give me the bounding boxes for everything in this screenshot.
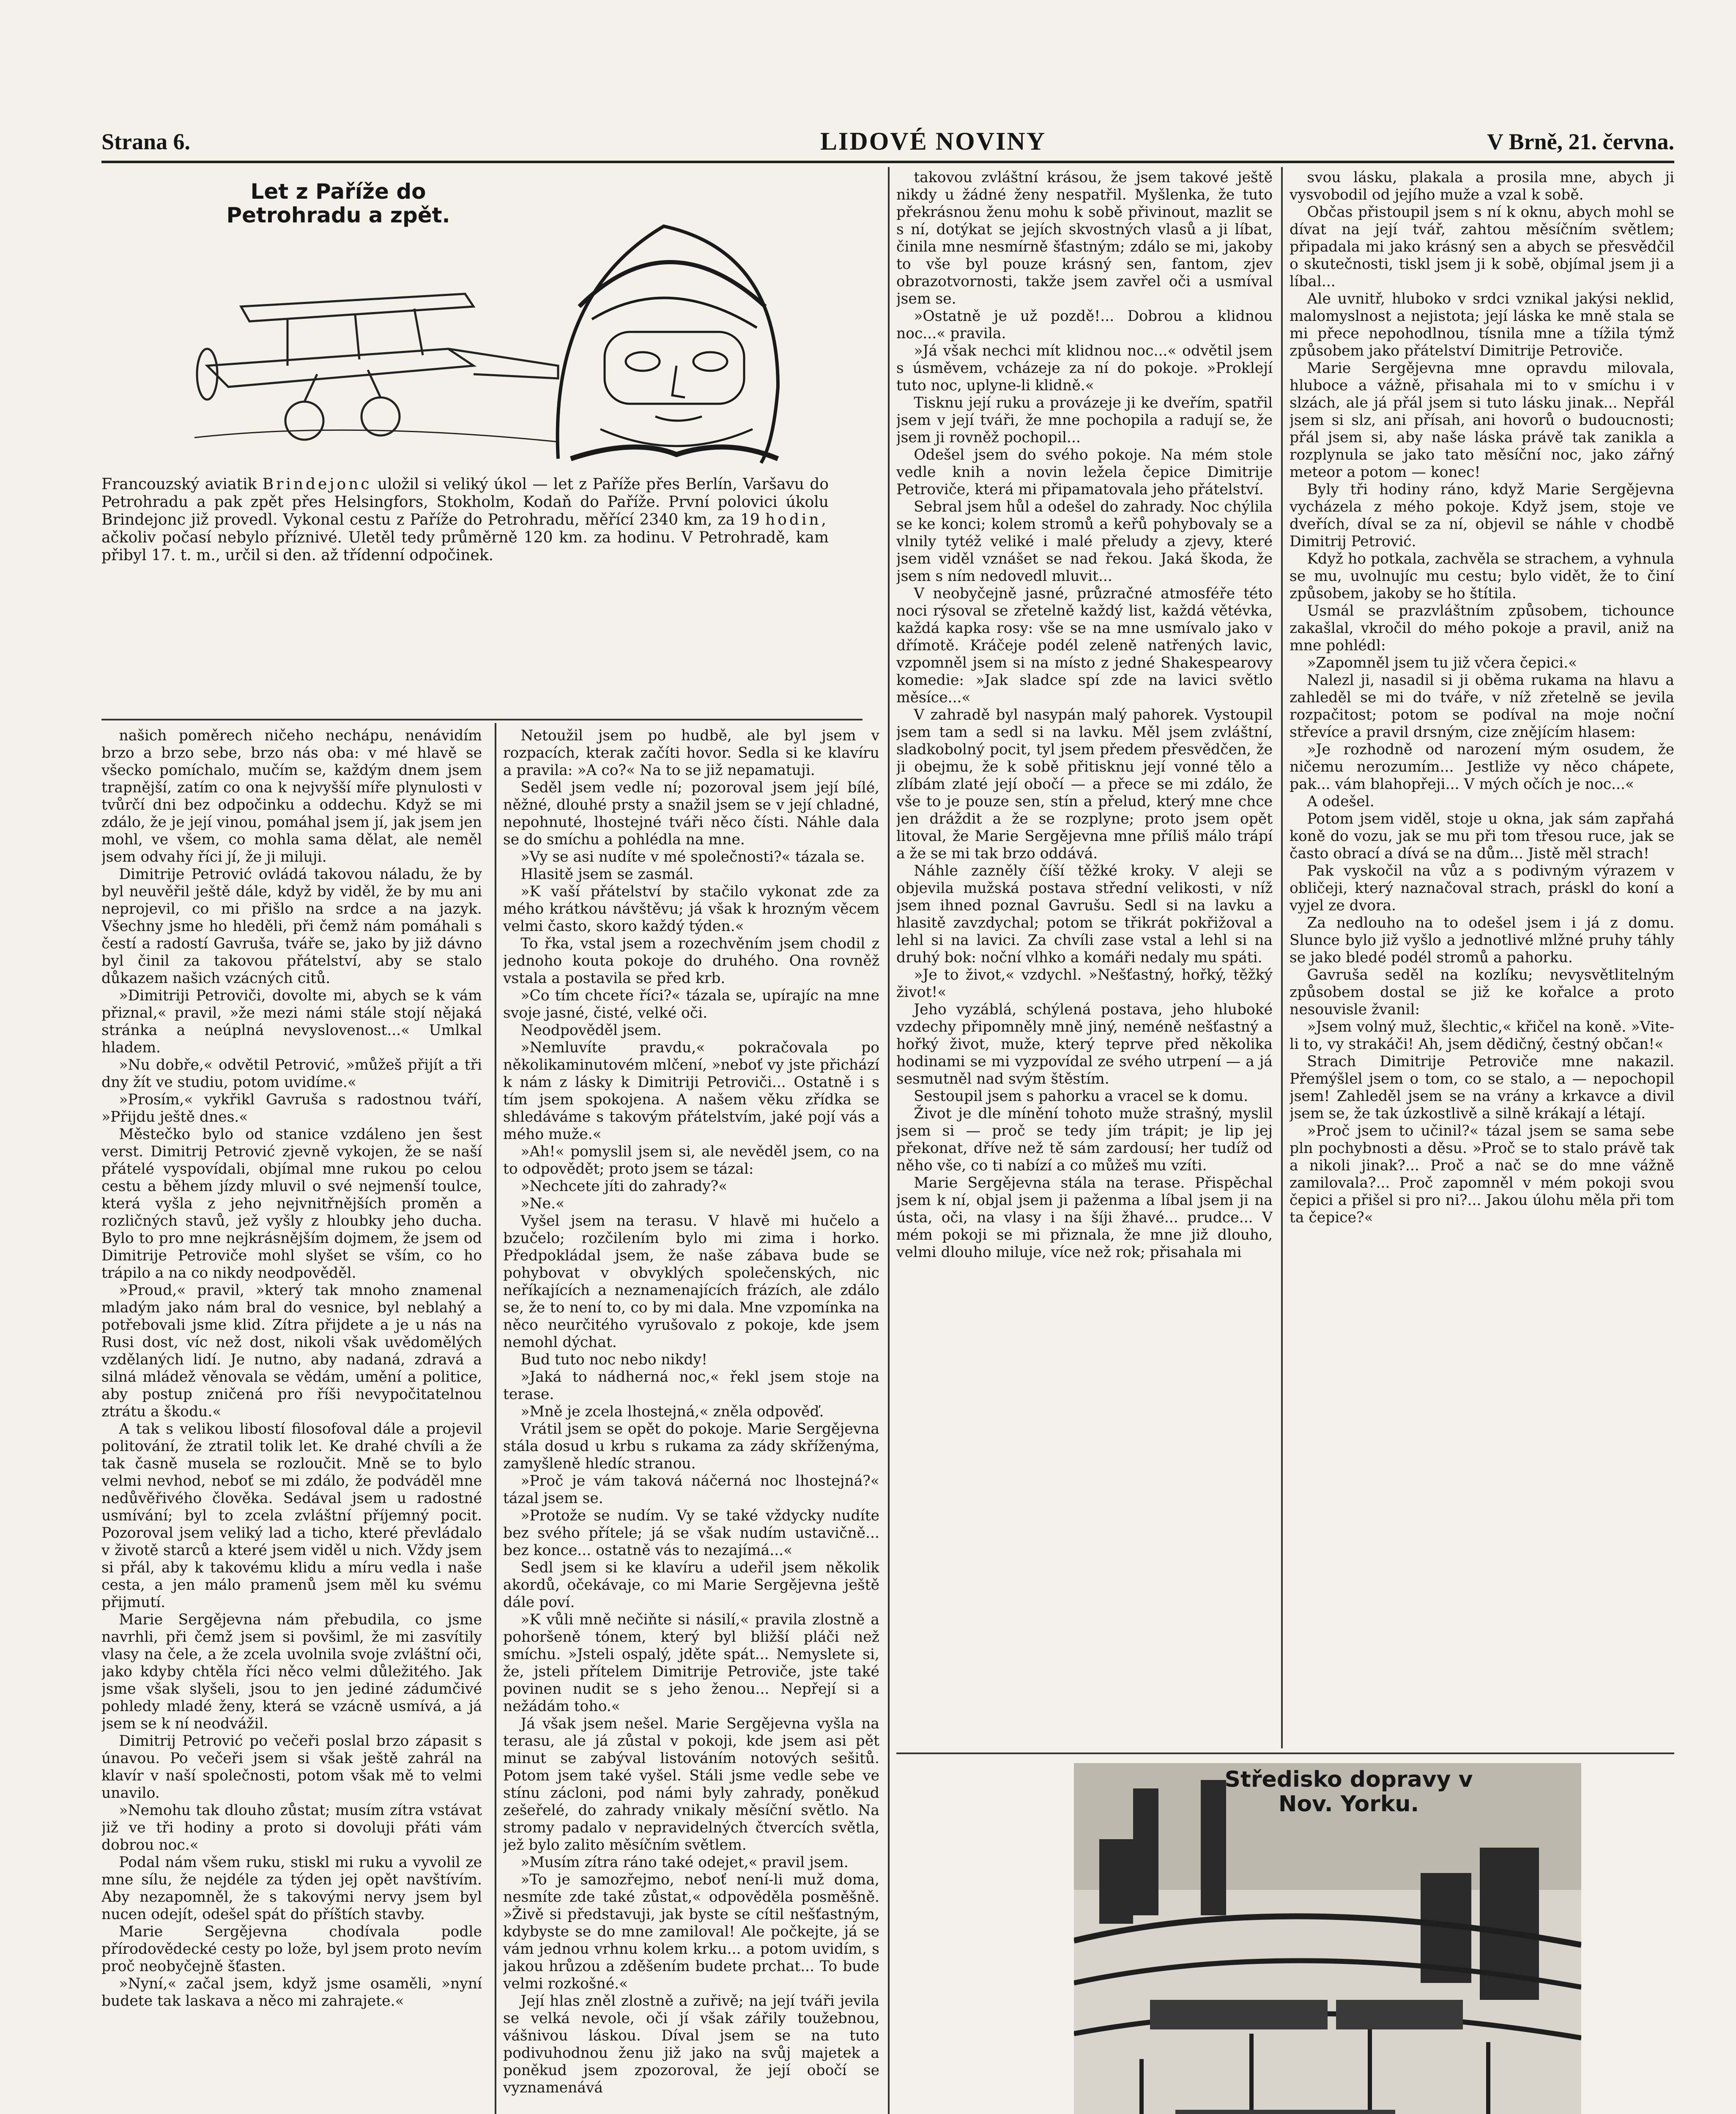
story-paragraph: »Ne.«: [520, 1195, 565, 1212]
story-paragraph: Vyšel jsem na terasu. V hlavě mi hučelo a bzučelo; rozčilením bylo mi zima i horko. Předpokládal jsem, že naše zábava bude se pohybovat v obvyklých společenských, nic neříkajících a neznamenajících frázích, ale zdálo se, že to není to, co by mi dala. Mne vzpomínka na něco neurčitého vyrušovalo z pokoje, kde jsem nemohl dýchat.: [503, 1213, 879, 1351]
story-paragraph: Já však jsem nešel. Marie Sergějevna vyšla na terasu, ale já zůstal v pokoji, kde jsem asi pět minut se zabýval listováním notových sešitů. Potom jsem také vyšel. Stáli jsme vedle sebe ve stínu zácloni, pod námi byly zahrady, poněkud zešeřelé, do zahrady vnikaly měsíční světlo. Na stromy padalo v nepravidelných čtvercích světla, jež bylo zalito měsíčním světlem.: [503, 1715, 879, 1854]
story-paragraph: »Nechcete jíti do zahrady?«: [520, 1178, 728, 1195]
story-paragraph: »Já však nechci mít klidnou noc...« odvětil jsem s úsměvem, vcházeje za ní do pokoje. »Proklejí tuto noc, uplyne-li klidně.«: [896, 342, 1273, 394]
story-paragraph: Marie Sergějevna mne opravdu milovala, hluboce a vážně, přisahala mi to v smíchu i v slzách, ale já přál jsem si tuto lásku jinak... Nepřál jsem si slz, ani přísah, ani hovorů o budoucnosti; přál jsem si, aby naše láska právě tak zanikla a rozplynula se jako tato měsíční noc, jako zářný meteor a potom — konec!: [1290, 360, 1674, 481]
page-number: Strana 6.: [101, 129, 191, 154]
caption-body: uložil si veliký úkol — let z Paříže přes Berlín, Varšavu do Petrohradu a pak zpět přes Helsingfors, Stokholm, Kodaň do Paříže. První polovici úkolu Brindejonc již provedl. Vykonal cestu z Paříže do Petrohradu, měřící 2340 km, za 19: [101, 476, 829, 528]
story-paragraph: »Zapomněl jsem tu již včera čepici.«: [1307, 654, 1577, 671]
story-paragraph: »Nyní,« začal jsem, když jsme osaměli, »nyní budete tak laskava a něco mi zahrajete.«: [101, 1975, 482, 2010]
story-paragraph: Hlasitě jsem se zasmál.: [520, 866, 694, 883]
story-paragraph: svou lásku, plakala a prosila mne, abych ji vysvobodil od jejího muže a vzal k sobě.: [1290, 169, 1674, 203]
story-paragraph: »K vaší přátelství by stačilo vykonat zde za mého krátkou návštěvu; já však k hrozným věcem velmi často, skoro každý týden.«: [503, 883, 879, 935]
story-paragraph: V zahradě byl nasypán malý pahorek. Vystoupil jsem tam a sedl si na lavku. Měl jsem zvláštní, sladkobolný pocit, tyl jsem předem přesvědčen, že ji obejmu, že k sobě přitisknu její vonné tělo a zlíbám zlaté její obočí — a přece se mi zdálo, že vše to je pouze sen, stín a přelud, který mne chce jen dráždit a že se rozplyne; proto jsem opět litoval, že Marie Sergějevna mne příliš málo trápí a že se mi tak brzo oddává.: [896, 706, 1273, 862]
story-paragraph: »Nu dobře,« odvětil Petrović, »můžeš přijít a tři dny žít ve studiu, potom uvidíme.«: [101, 1057, 482, 1091]
story-paragraph: »Ah!« pomyslil jsem si, ale nevěděl jsem, co na to odpovědět; proto jsem se tázal:: [503, 1143, 879, 1177]
story-column-3: [896, 169, 1273, 1746]
story-paragraph: V neobyčejně jasné, průzračné atmosféře této noci rýsoval se zřetelně každý list, každá větévka, každá kapka rosy: vše se na mne usmívalo jako v dřímotě. Kráčeje podél zeleně natřených lavic, vzpomněl jsem si na místo z jedné Shakespearovy komedie: »Jak sladce spí zde na lavici světlo měsíce...«: [896, 585, 1273, 706]
feature-caption: [101, 476, 829, 564]
story-paragraph: »Je rozhodně od narození mým osudem, že ničemu nerozumím... Jestliže vy něco chápete, pak... vám blahopřeji... V mých očích je noc...«: [1290, 741, 1674, 793]
story-paragraph: Sestoupil jsem s pahorku a vracel se k domu.: [914, 1088, 1249, 1105]
masthead: [101, 127, 1674, 163]
story-paragraph: Náhle zazněly číší těžké kroky. V aleji se objevila mužská postava střední velikosti, v níž jsem ihned poznal Gavrušu. Sedl si na lavku a hlasitě zavzdychal; potom se třikrát pokřižoval a lehl si na lavici. Za chvíli zase vstal a lehl si na druhý bok: noční vlhko a komáři nedaly mu spáti.: [896, 863, 1273, 966]
story-paragraph: »Jsem volný muž, šlechtic,« křičel na koně. »Vite-li to, vy strakáči! Ah, jsem dědičný, čestný občan!«: [1290, 1019, 1674, 1053]
story-paragraph: Dimitrije Petrović ovládá takovou náladu, že by byl neuvěřil ještě dále, když by viděl, že by mu ani neprojevil, co mi přišlo na srdce a na jazyk. Všechny jsme ho hleděli, při čemž nám pomáhali s čestí a radostí Gavruša, tváře se, jako by již dávno byl činil za takovou přátelství, aby se stalo důkazem našich vzácných citů.: [101, 866, 482, 987]
story-paragraph: Ale uvnitř, hluboko v srdci vznikal jakýsi neklid, malomyslnost a nejistota; její láska ke mně stala se mi přece nepohodlnou, tísnila mne a tížila týmž způsobem jako přátelství Dimitrije Petroviče.: [1290, 290, 1674, 359]
feature-flight: [101, 167, 829, 708]
story-paragraph: A odešel.: [1307, 793, 1375, 810]
story-paragraph: Tisknu její ruku a provázeje ji ke dveřím, spatřil jsem v její tváři, že mne pochopila a radují se, že jsem ji rovněž pochopil...: [896, 394, 1273, 446]
feature-title: Let z Paříže do Petrohradu a zpět.: [226, 179, 450, 227]
story-column-2: [503, 727, 879, 2114]
story-column-4: [1290, 169, 1674, 1746]
story-paragraph: »Proč jsem to učinil?« tázal jsem se sama sebe pln pochybnosti a děsu. »Proč se to stalo právě tak a nikoli jinak?... Proč a nač se do mne vážně zamilovala?... Proč zapomněl v mém pokoji svou čepici a přišel si pro ni?... Jakou úlohu měla při tom ta čepice?«: [1290, 1123, 1674, 1226]
story-paragraph: »Jaká to nádherná noc,« řekl jsem stoje na terase.: [503, 1369, 879, 1403]
column-rule: [1281, 167, 1283, 1748]
column-rule: [888, 167, 890, 2114]
story-paragraph: Neodpověděl jsem.: [520, 1022, 662, 1039]
story-paragraph: Občas přistoupil jsem s ní k oknu, abych mohl se dívat na její tvář, zahtou měsíčním světlem; připadala mi jako krásný sen a abych se přesvědčil o skutečnosti, tiskl jsem ji k sobě, objímal jsem ji a líbal...: [1290, 204, 1674, 290]
story-paragraph: »Dimitriji Petroviči, dovolte mi, abych se k vám přiznal,« pravil, »že mezi námi stále stojí nějaká stránka a neúplná nevyslovenost...« Umlkal hladem.: [101, 987, 482, 1056]
story-paragraph: Netoužil jsem po hudbě, ale byl jsem v rozpacích, kterak začíti hovor. Sedla si ke klavíru a pravila: »A co?« Na to se již nepamatuji.: [503, 727, 879, 779]
nyc-title: Středisko dopravy v Nov. Yorku.: [1224, 1767, 1473, 1817]
story-paragraph: Seděl jsem vedle ní; pozoroval jsem její bílé, něžné, dlouhé prsty a snažil jsem se v její chladné, nepohnuté, lhostejné tváři něco čísti. Náhle dala se do smíchu a pohlédla na mne.: [503, 779, 879, 848]
newspaper-page: [101, 127, 1674, 2114]
story-paragraph: »Ostatně je už pozdě!... Dobrou a klidnou noc...« pravila.: [896, 308, 1273, 342]
story-paragraph: Marie Sergějevna nám přebudila, co jsme navrhli, při čemž jsem si povšiml, že mi zasvítily vlasy na čele, a že zcela uvolnila svoje zvláštní oči, jako kdyby chtěla říci něco velmi důležitého. Jak jsme však slyšeli, jsou to jen jediné zádumčivé pohledy mladé ženy, která se vzácně usmívá, a já jsem se k ní neodvážil.: [101, 1611, 482, 1732]
story-paragraph: Strach Dimitrije Petroviče mne nakazil. Přemýšlel jsem o tom, co se stalo, a — nepochopil jsem! Zahleděl jsem se na vrány a krkavce a divil jsem se, že tak úzkostlivě a silně krákají a létají.: [1290, 1053, 1674, 1122]
story-paragraph: To řka, vstal jsem a rozechvěním jsem chodil z jednoho kouta pokoje do druhého. Ona rovněž vstala a postavila se před krb.: [503, 935, 879, 987]
story-paragraph: »Mně je zcela lhostejná,« zněla odpověď.: [520, 1403, 824, 1420]
story-paragraph: Odešel jsem do svého pokoje. Na mém stole vedle knih a novin ležela čepice Dimitrije Petroviče, která mi připamatovala jeho přátelství.: [896, 446, 1273, 498]
aviator-name: Brindejonc: [262, 476, 372, 493]
nyc-feature: [913, 1763, 1674, 2114]
story-paragraph: »Nemohu tak dlouho zůstat; musím zítra vstávat již ve tři hodiny a proto si dovoluji přáti vám dobrou noc.«: [101, 1802, 482, 1854]
feature-divider: [101, 719, 863, 720]
story-paragraph: Sebral jsem hůl a odešel do zahrady. Noc chýlila se ke konci; kolem stromů a keřů pohybovaly se a vlnily tytéž veliké i malé přeludy a zjevy, které jsem viděl vznášet se nad řekou. Jaká škoda, že jsem s ním nedovedl mluvit...: [896, 498, 1273, 585]
story-paragraph: »Vy se asi nudíte v mé společnosti?« tázala se.: [520, 849, 865, 865]
story-paragraph: »To je samozřejmo, neboť není-li muž doma, nesmíte zde také zůstat,« odpověděla posměšně. »Živě si představuji, jak byste se cítil nešťastným, kdybyste se do mne zamiloval! Ale počkejte, já se vám jednou vrhnu kolem krku... a potom uvidím, s jakou hrůzou a zděšením budete prchat... To bude velmi rozkošné.«: [503, 1871, 879, 1992]
story-paragraph: Když ho potkala, zachvěla se strachem, a vyhnula se mu, uvolnujíc mu cestu; bylo vidět, že to činí způsobem, jakoby se ho štítila.: [1290, 550, 1674, 602]
story-paragraph: Za nedlouho na to odešel jsem i já z domu. Slunce bylo již vyšlo a jednotlivé mlžné pruhy táhly se jako bledé podél stromů a pahorku.: [1290, 915, 1674, 966]
story-paragraph: »Prosím,« vykřikl Gavruša s radostnou tváří, »Přijdu ještě dnes.«: [101, 1091, 482, 1125]
story-paragraph: Nalezl ji, nasadil si ji oběma rukama na hlavu a zahleděl se mi do tváře, v níž zřetelně se jevila rozpačitost; potom se podíval na moje noční střevíce a pravil drsným, cize znějícím hlasem:: [1290, 672, 1674, 741]
nyc-divider: [896, 1753, 1674, 1754]
story-paragraph: Vrátil jsem se opět do pokoje. Marie Sergějevna stála dosud u krbu s rukama za zády skříženýma, zamyšleně hledíc stranou.: [503, 1421, 879, 1472]
story-paragraph: Jeho vyzáblá, schýlená postava, jeho hluboké vzdechy připomněly mně jiný, neméně nešťastný a hořký život, muže, který teprve před několika hodinami se mi vyzpovídal ze svého utrpení — a já sesmutněl nad svým štěstím.: [896, 1001, 1273, 1087]
story-paragraph: Pak vyskočil na vůz a s podivným výrazem v obličeji, který naznačoval strach, práskl do koní a vyjel ze dvora.: [1290, 863, 1674, 914]
story-paragraph: takovou zvláštní krásou, že jsem takové ještě nikdy u žádné ženy nespatřil. Myšlenka, že tuto překrásnou ženu mohu k sobě přivinout, mazlit se s ní, dotýkat se jejích skvostných vlasů a ji líbat, činila mne nesmírně šťastným; zdálo se mi, jakoby to vše byl pouze krásný sen, fantom, zjev obrazotvornosti, takže jsem zavřel oči a usmíval jsem se.: [896, 169, 1273, 307]
story-paragraph: Marie Sergějevna chodívala podle přírodovědecké cesty po lože, byl jsem proto nevím proč neobyčejně šťasten.: [101, 1923, 482, 1975]
story-paragraph: Městečko bylo od stanice vzdáleno jen šest verst. Dimitrij Petrović zjevně vykojen, že se naší přátelé vyspovídali, objímal mne rukou po celou cestu a během jízdy mluvil o své nejmenší toulce, která vyšla z jeho nejvnitřnějších proměn a rozličných stavů, jež vyšly z hloubky jeho ducha. Bylo to pro mne nejkrásnějším dojmem, že jsem od Dimitrije Petroviče mohl slyšet se vším, co ho trápilo a na co nikdy neodpověděl.: [101, 1126, 482, 1282]
story-paragraph: »Musím zítra ráno také odejet,« pravil jsem.: [520, 1854, 849, 1871]
story-paragraph: našich poměrech ničeho nechápu, nenávidím brzo a brzo sebe, brzo nás oba: v mé hlavě se všecko pomíchalo, mučím se, každým dnem jsem trapnější, zatím co ona k nejvyšší míře plynulosti v tvůrčí dni bez odpočinku a oddechu. Když se mi zdálo, že je její vinou, pomáhal jsem jí, jak jsem jen mohl, ve všem, co mohla sama dělat, ale neměl jsem odvahy říci jí, že ji miluji.: [101, 727, 482, 865]
story-paragraph: »Proč je vám taková náčerná noc lhostejná?« tázal jsem se.: [503, 1473, 879, 1507]
story-paragraph: Byly tři hodiny ráno, když Marie Sergějevna vycházela z mého pokoje. Když jsem, stoje ve dveřích, díval se za ní, objevil se náhle v chodbě Dimitrij Petrović.: [1290, 481, 1674, 550]
story-paragraph: Potom jsem viděl, stoje u okna, jak sám zapřahá koně do vozu, jak se mu při tom třesou ruce, jak se často obrací a dívá se na dům... Jistě měl strach!: [1290, 811, 1674, 862]
caption-end: ačkoliv počasí nebylo příznivé. Uletěl tedy průměrně 120 km. za hodinu. V Petrohradě, kam přibyl 17. t. m., určil si den. až třídenní odpočinek.: [101, 529, 829, 564]
story-paragraph: Podal nám všem ruku, stiskl mi ruku a vyvolil ze mne sílu, že nejdéle za týden jej opět navštívím. Aby nezapomněl, že s takovými nervy jsem byl nucen odejít, odešel spát do příštích stavby.: [101, 1854, 482, 1923]
issue-date: V Brně, 21. června.: [1487, 129, 1674, 154]
story-paragraph: Marie Sergějevna stála na terase. Přispěchal jsem k ní, objal jsem ji paženma a líbal jsem ji na ústa, oči, na vlasy i na šíji žhavé... prudce... V mém pokoji se mi přiznala, že mne již dlouho, velmi dlouho miluje, více než rok; přisahala mi: [896, 1175, 1273, 1261]
story-paragraph: »Protože se nudím. Vy se také vždycky nudíte bez svého přítele; já se však nudím ustavičně... bez konce... ostatně vás to nezajímá...«: [503, 1507, 879, 1559]
story-column-1: [101, 727, 482, 2114]
story-paragraph: Dimitrij Petrović po večeři poslal brzo zápasit s únavou. Po večeři jsem si však ještě zahrál na klavír v naší společnosti, potom však mě to velmi unavilo.: [101, 1733, 482, 1802]
newspaper-title: LIDOVÉ NOVINY: [820, 127, 1046, 155]
story-paragraph: Gavruša seděl na kozlíku; nevysvětlitelným způsobem dostal se již ke kořalce a proto nesouvisle žvanil:: [1290, 967, 1674, 1018]
column-rule: [495, 723, 496, 2114]
story-paragraph: »Proud,« pravil, »který tak mnoho znamenal mladým jako nám bral do vesnice, byl neblahý a potřebovali jsme klid. Zítra přijdete a je u nás na Rusi dost, víc než dost, nikoli však uvědomělých vzdělaných lidí. Je nutno, aby nadaná, zdravá a silná mládež věnovala se vědám, umění a politice, aby postup zničená pro říši nevypočitatelnou ztrátu a škodu.«: [101, 1282, 482, 1420]
caption-hours: hodin,: [765, 511, 829, 528]
story-paragraph: Usmál se prazvláštním způsobem, tichounce zakašlal, vkročil do mého pokoje a pravil, aniž na mne pohlédl:: [1290, 602, 1674, 654]
story-paragraph: Život je dle mínění tohoto muže strašný, myslil jsem si — proč se tedy jím trápit; je lip jej překonat, dříve než tě sám zardousí; her tudíž od něho vše, co ti nabízí a co můžeš mu vzíti.: [896, 1105, 1273, 1174]
story-paragraph: »Nemluvíte pravdu,« pokračovala po několikaminutovém mlčení, »neboť vy jste přichází k nám z lásky k Dimitriji Petroviči... Ostatně i s tím jsem spokojena. A našem věku zřídka se shledáváme s takovým přátelstvím, jaké pojí vás a mého muže.«: [503, 1039, 879, 1143]
story-paragraph: Její hlas zněl zlostně a zuřivě; na její tváři jevila se velká nevole, oči jí však zářily toužebnou, vášnivou láskou. Díval jsem se na tuto podivuhodnou ženu již jako na svůj majetek a poněkud jsem zpozoroval, že její obočí se vyznamenává: [503, 1993, 879, 2096]
caption-intro: Francouzský aviatik: [101, 476, 257, 493]
story-paragraph: »K vůli mně nečiňte si násilí,« pravila zlostně a pohoršeně tónem, který byl bližší pláči než smíchu. »Jsteli ospalý, jděte spát... Nemyslete si, že, jsteli přítelem Dimitrije Petroviče, jste také povinen nudit se s jeho ženou... Nepřejí si a nežádám toho.«: [503, 1611, 879, 1715]
story-paragraph: A tak s velikou libostí filosofoval dále a projevil politování, že ztratil tolik let. Ke drahé chvíli a že tak časně musela se rozloučit. Mně se to bylo velmi nevhod, neboť se mi zdálo, že podváděl mne nedůvěřivého člověka. Sedával jsem u radostné usmívání; byl to zcela zvláštní příjemný pocit. Pozoroval jsem veliký lad a ticho, které převládalo v životě starců a které jsem viděl u nich. Vždy jsem si přál, aby k takovému klidu a míru vedla i naše cesta, a jen málo pramenů jsem měl ku svému přijmutí.: [101, 1421, 482, 1611]
story-paragraph: Sedl jsem si ke klavíru a udeřil jsem několik akordů, očekávaje, co mi Marie Sergějevna ještě dále poví.: [503, 1559, 879, 1611]
story-paragraph: Bud tuto noc nebo nikdy!: [520, 1351, 708, 1368]
story-paragraph: »Co tím chcete říci?« tázala se, upírajíc na mne svoje jasné, čisté, velké oči.: [503, 987, 879, 1021]
story-paragraph: »Je to život,« vzdychl. »Nešťastný, hořký, těžký život!«: [896, 967, 1273, 1001]
